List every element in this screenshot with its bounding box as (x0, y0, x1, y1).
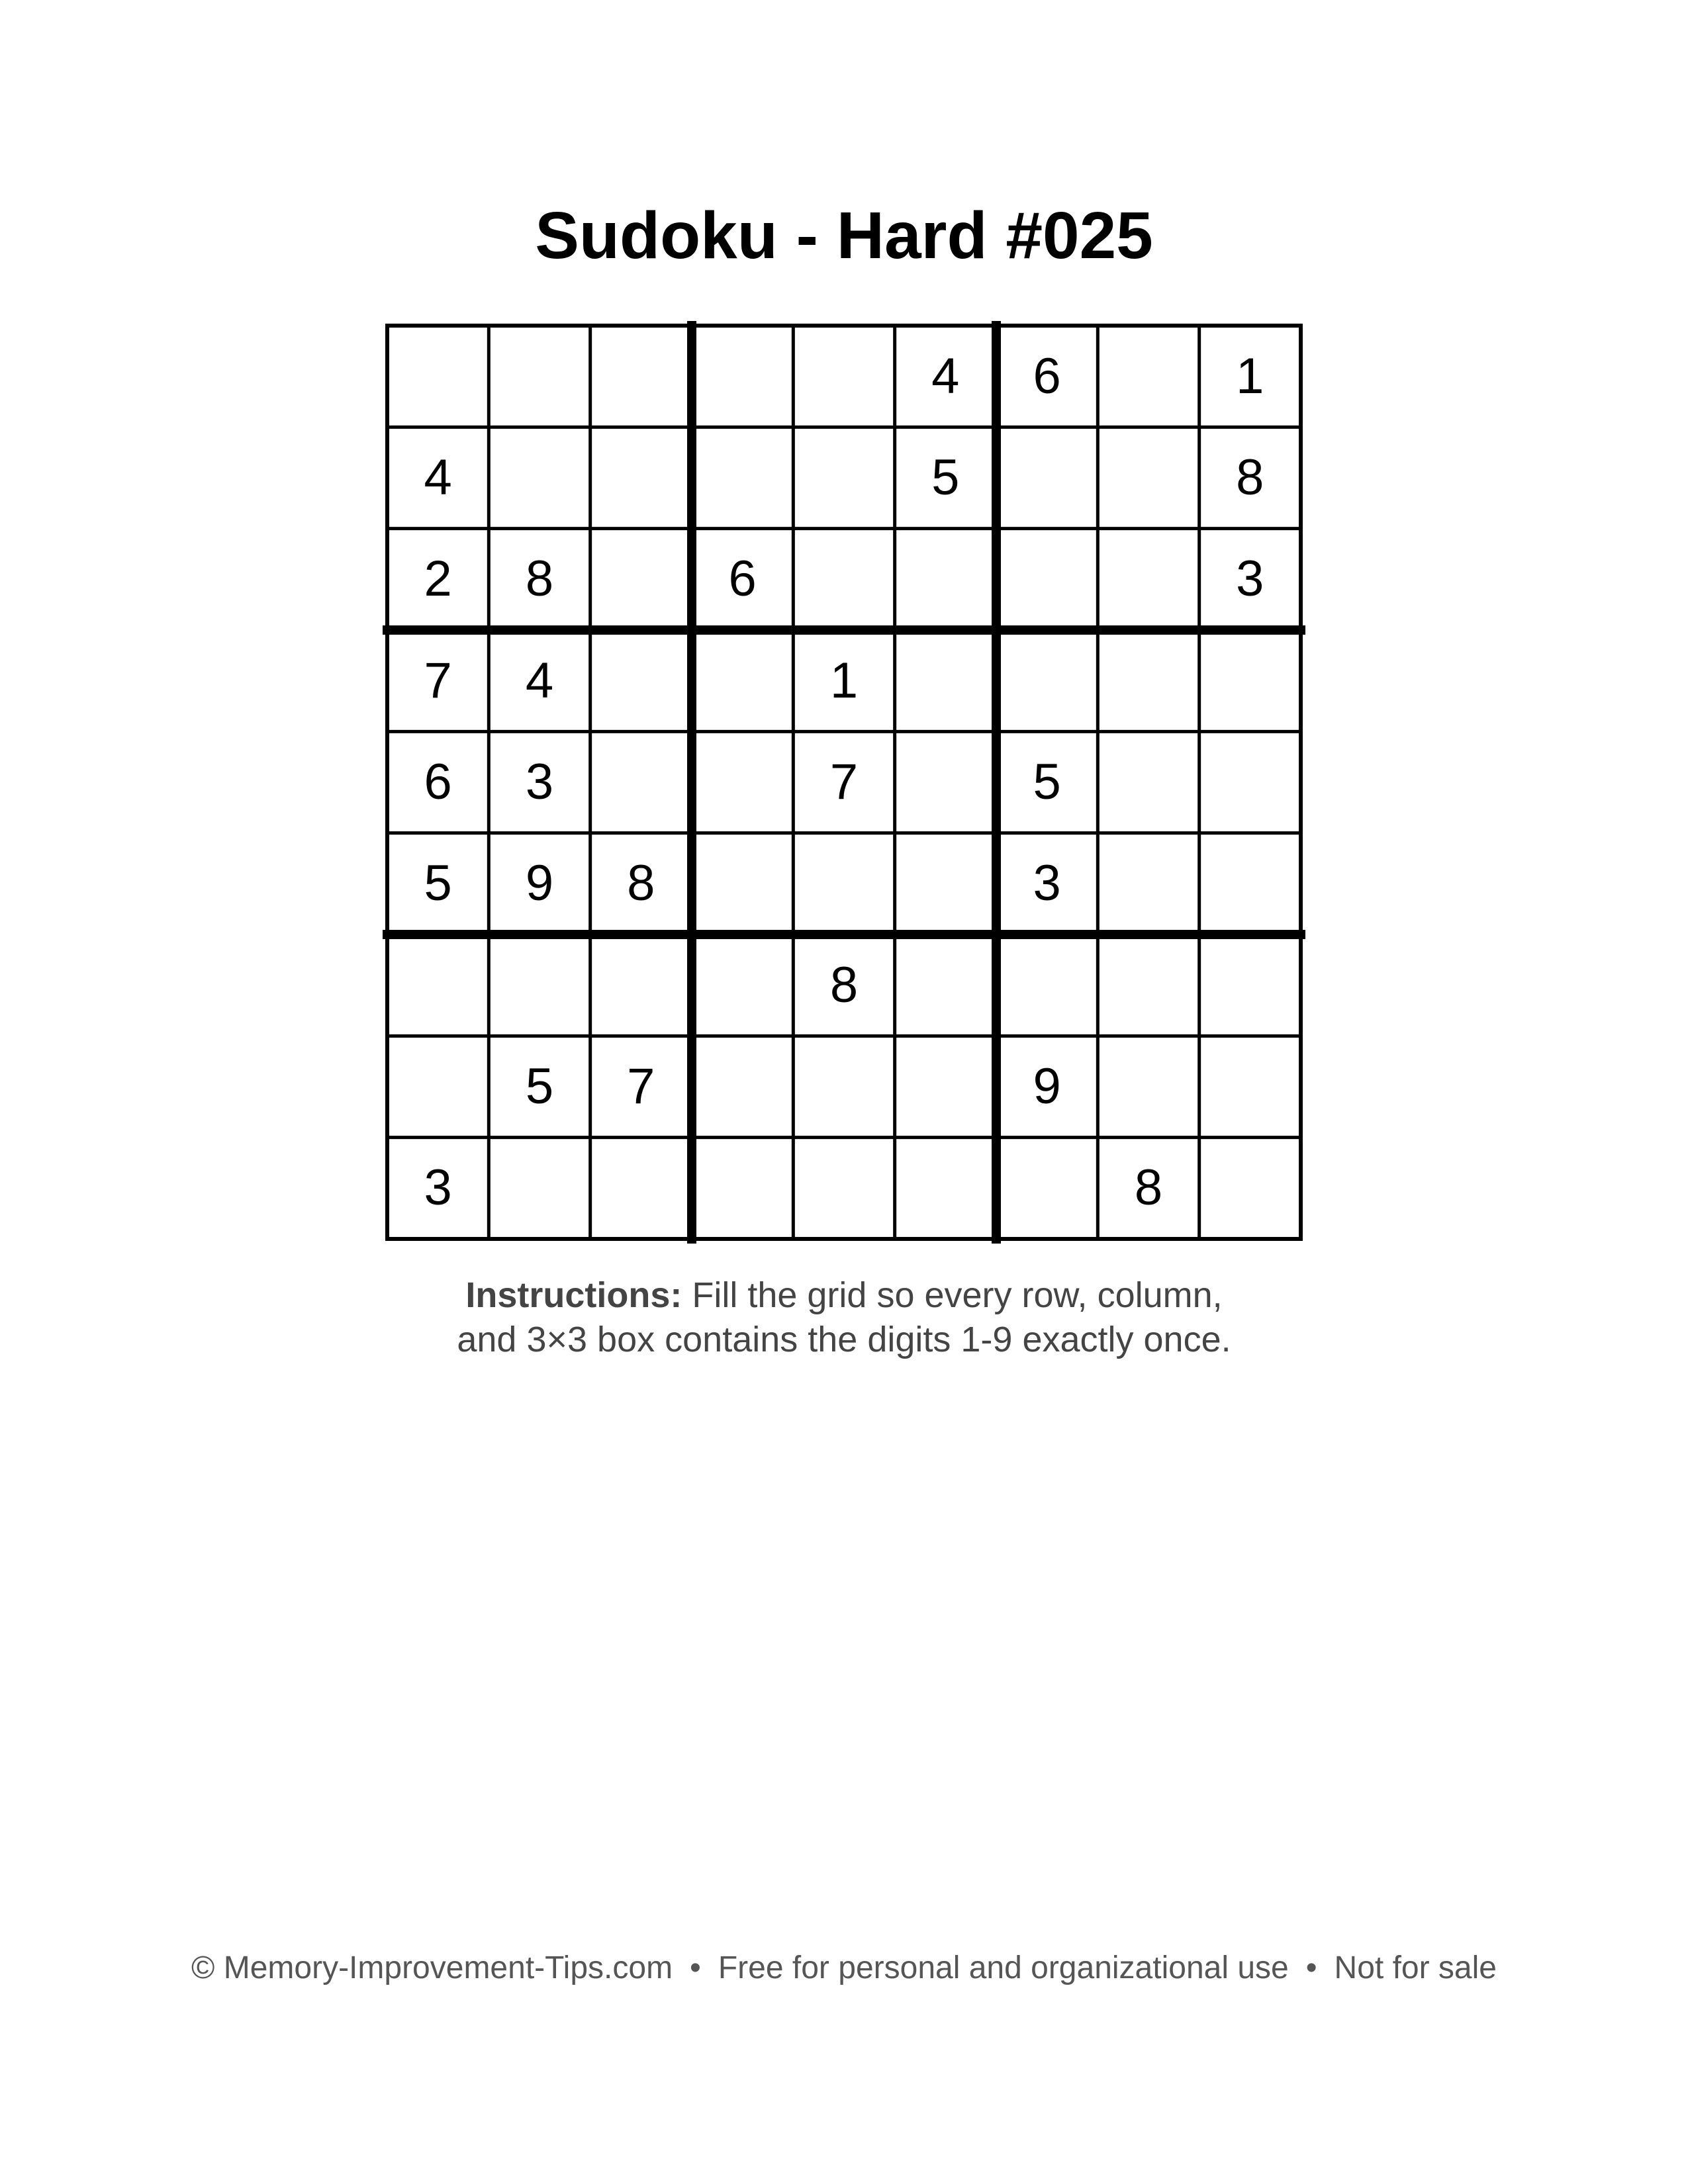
given-cell: 8 (1134, 1160, 1163, 1216)
given-cell: 7 (627, 1058, 655, 1115)
sudoku-grid-lines (387, 326, 1301, 1239)
given-cell: 5 (1033, 753, 1061, 810)
given-cell: 4 (424, 449, 452, 506)
given-cell: 6 (424, 753, 452, 810)
instructions-text-2: and 3×3 box contains the digits 1-9 exactly once. (457, 1320, 1231, 1359)
given-cell: 8 (1236, 449, 1264, 506)
given-cell: 9 (525, 855, 554, 912)
footer-license: Free for personal and organizational use (718, 1950, 1289, 1985)
instructions-text-1: Fill the grid so every row, column, (682, 1275, 1223, 1315)
instructions-label: Instructions: (465, 1275, 682, 1315)
given-cell: 6 (728, 551, 757, 608)
given-cell: 6 (1033, 347, 1061, 404)
given-cell: 7 (424, 652, 452, 709)
given-cell: 5 (931, 449, 960, 506)
instructions (0, 1273, 1688, 1362)
given-cell: 3 (1033, 855, 1061, 912)
given-cell: 8 (627, 855, 655, 912)
given-cell: 2 (424, 551, 452, 608)
given-cell: 5 (424, 855, 452, 912)
given-cell: 8 (525, 551, 554, 608)
given-cell: 3 (424, 1160, 452, 1216)
given-cell: 8 (829, 956, 859, 1013)
given-cell: 1 (1236, 347, 1264, 404)
instructions-line-1 (0, 1273, 1688, 1318)
footer-separator: • (690, 1950, 701, 1985)
given-cell: 4 (525, 652, 554, 709)
given-cell: 3 (1236, 551, 1264, 608)
given-cell: 9 (1033, 1058, 1061, 1115)
given-cell: 1 (829, 652, 859, 709)
given-cell: 4 (931, 347, 960, 404)
given-cell: 5 (525, 1058, 554, 1115)
footer-separator: • (1305, 1950, 1317, 1985)
footer (0, 1948, 1688, 1988)
given-cell: 3 (525, 753, 554, 810)
sudoku-board (387, 326, 1301, 1239)
given-cell: 7 (829, 753, 859, 810)
footer-copyright: © Memory-Improvement-Tips.com (191, 1950, 673, 1985)
puzzle-title: Sudoku - Hard #025 (535, 199, 1153, 273)
footer-note: Not for sale (1334, 1950, 1497, 1985)
